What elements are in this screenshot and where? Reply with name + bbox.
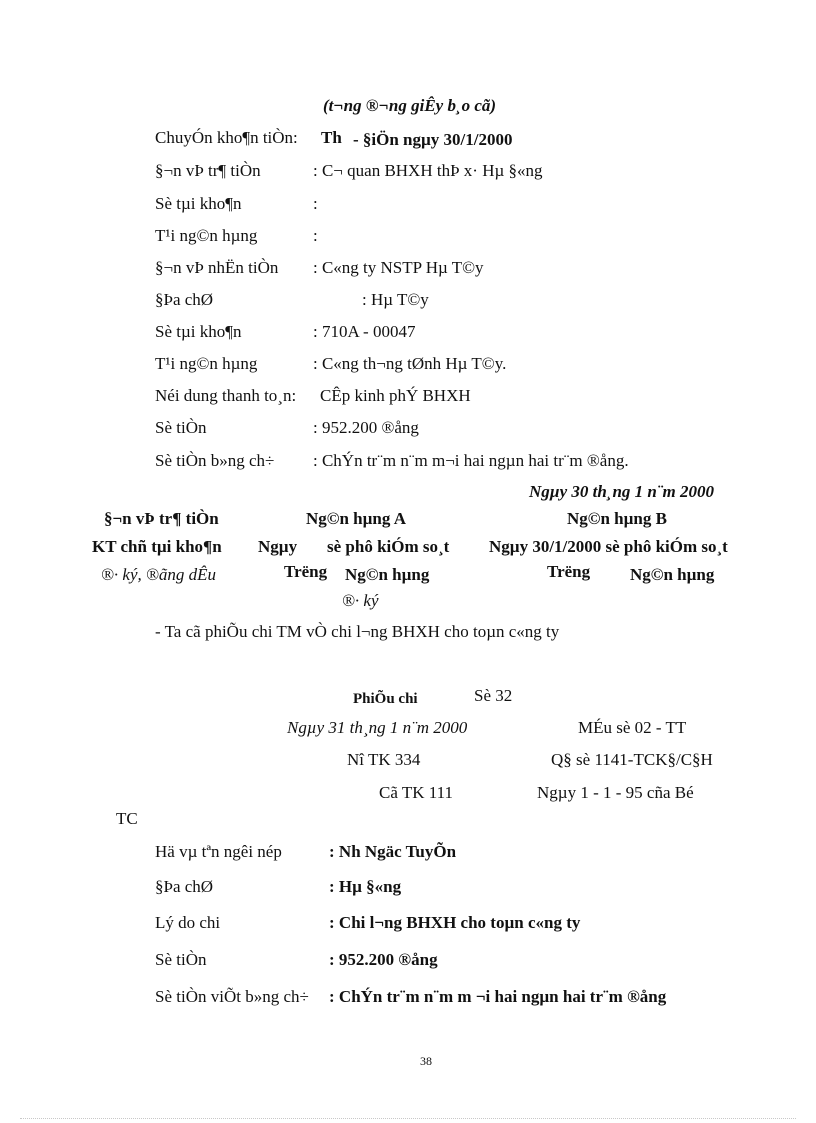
reason-label: Lý do chi (155, 913, 221, 932)
account-holder-heading: KT chñ tµi kho¶n (92, 537, 222, 556)
reason-value: : Chi l¬ng BHXH cho toµn c«ng ty (329, 913, 581, 932)
bank-b-date-control: Ngµy 30/1/2000 sè phô kiÓm so¸t (489, 537, 728, 556)
credit-account: Cã TK 111 (379, 783, 453, 802)
payee-account-label: Sè tµi kho¶n (155, 322, 242, 341)
signed-stamped-note: ®· ký, ®ãng dÊu (101, 565, 217, 584)
bank-a-signed-note: ®· ký (342, 591, 379, 610)
amount-value: : 952.200 ®ång (313, 418, 419, 437)
amount-words-value: : ChÝn tr¨m n¨m m¬i hai ngµn hai tr¨m ®ång. (313, 451, 629, 470)
form-number: MÉu sè 02 - TT (578, 718, 687, 737)
payer-org-heading: §¬n vÞ tr¶ tiÒn (104, 509, 219, 528)
bank-a-heading: Ng©n hµng A (306, 509, 406, 528)
voucher-date: Ngµy 31 th¸ng 1 n¨m 2000 (287, 718, 468, 737)
bank-a-date-label: Ngµy (258, 537, 298, 556)
payee-label: §¬n vÞ nhËn tiÒn (155, 258, 279, 277)
amount-label: Sè tiÒn (155, 418, 207, 437)
payee-value: : C«ng ty NSTP Hµ T©y (313, 258, 484, 277)
amount-in-words-value: : ChÝn tr¨m n¨m m ¬i hai ngµn hai tr¨m ®ång (329, 987, 667, 1006)
payee-bank-value: : C«ng th¬ng tØnh Hµ T©y. (313, 354, 507, 373)
recipient-name-value: : Nh Ngäc TuyÕn (329, 842, 457, 861)
voucher-amount-label: Sè tiÒn (155, 950, 207, 969)
payer-account-value: : (313, 194, 318, 213)
bank-b-heading: Ng©n hµng B (567, 509, 667, 528)
decision-number: Q§ sè 1141-TCK§/C§H (551, 750, 713, 769)
transfer-label: ChuyÓn kho¶n tiÒn: (155, 128, 298, 147)
bank-a-control-label: sè phô kiÓm so¸t (327, 537, 450, 556)
transfer-value-b: - §iÖn ngµy 30/1/2000 (353, 130, 513, 149)
voucher-number: Sè 32 (474, 686, 513, 705)
ministry-abbrev: TC (116, 809, 138, 828)
payee-address-label: §Þa chØ (155, 290, 214, 309)
bank-a-head-bank: Ng©n hµng (345, 565, 430, 584)
recipient-name-label: Hä vµ tªn ngêi nép (155, 842, 282, 861)
payer-label: §¬n vÞ tr¶ tiÒn (155, 161, 261, 180)
page-number: 38 (420, 1054, 432, 1068)
bank-b-head-bank: Ng©n hµng (630, 565, 715, 584)
payer-bank-label: T¹i ng©n hµng (155, 226, 258, 245)
payee-bank-label: T¹i ng©n hµng (155, 354, 258, 373)
voucher-address-value: : Hµ §«ng (329, 877, 402, 896)
payment-content-label: Néi dung thanh to¸n: (155, 386, 297, 405)
payment-content-value: CÊp kinh phÝ BHXH (320, 386, 471, 405)
debit-account: Nî TK 334 (347, 750, 421, 769)
signature-date: Ngµy 30 th¸ng 1 n¨m 2000 (529, 482, 714, 501)
payer-bank-value: : (313, 226, 318, 245)
bank-a-head-label: Trëng (284, 562, 328, 581)
voucher-title: PhiÕu chi (353, 691, 418, 707)
voucher-amount-value: : 952.200 ®ång (329, 950, 438, 969)
payer-value: : C¬ quan BHXH thÞ x· Hµ §«ng (313, 161, 543, 180)
voucher-address-label: §Þa chØ (155, 877, 214, 896)
document-heading: (t¬ng ®¬ng giÊy b¸o cã) (323, 96, 497, 115)
amount-words-label: Sè tiÒn b»ng ch÷ (155, 451, 275, 470)
payee-address-value: : Hµ T©y (362, 290, 429, 309)
transfer-value-a: Th (321, 128, 342, 147)
bank-b-head-label: Trëng (547, 562, 591, 581)
payee-account-value: : 710A - 00047 (313, 322, 416, 341)
amount-in-words-label: Sè tiÒn viÕt b»ng ch÷ (155, 987, 309, 1006)
decision-date: Ngµy 1 - 1 - 95 cña Bé (537, 783, 694, 802)
cash-voucher-note: - Ta cã phiÕu chi TM vÒ chi l¬ng BHXH cho toµn c«ng ty (155, 622, 560, 641)
payer-account-label: Sè tµi kho¶n (155, 194, 242, 213)
page-bottom-rule (20, 1118, 796, 1119)
